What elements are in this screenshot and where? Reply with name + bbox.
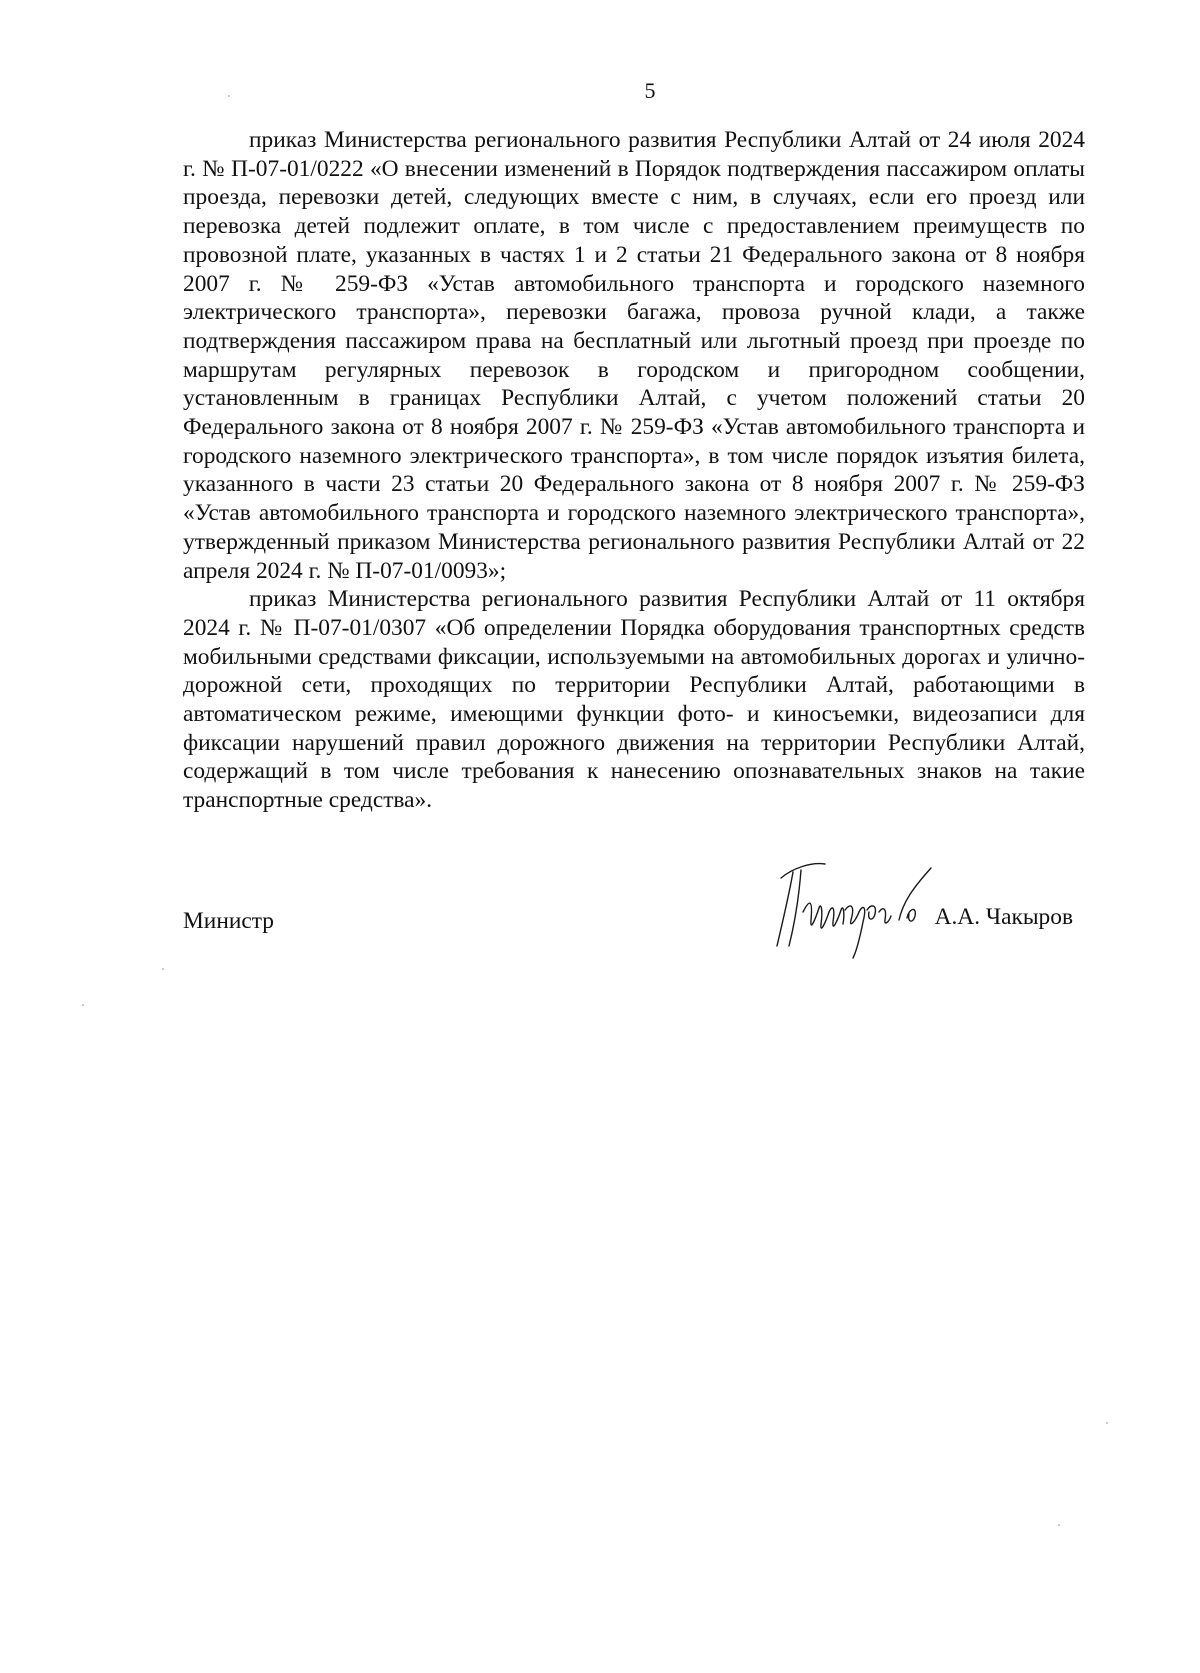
paragraph-order-0307: приказ Министерства регионального развития Республики Алтай от 11 октября 2024 г. № П-07-01/0307 «Об определении Порядка оборудования транспортных средств мобильными средствами фиксации, используемыми на автомобильных дорогах и улично-дорожной сети, проходящих по территории Республики Алтай, работающими в автоматическом режиме, имеющими функции фото- и киносъемки, видеозаписи для фиксации нарушений правил дорожного движения на территории Республики Алтай, содержащий в том числе требования к нанесению опознавательных знаков на такие транспортные средства». [183, 586, 1085, 814]
signer-name: А.А. Чакыров [934, 904, 1073, 930]
scan-artifact [82, 1004, 84, 1006]
document-body [183, 126, 1085, 815]
scan-artifact [1106, 1422, 1108, 1424]
page-number: 5 [644, 78, 656, 103]
paragraph-order-0222: приказ Министерства регионального развития Республики Алтай от 24 июля 2024 г. № П-07-01/0222 «О внесении изменений в Порядок подтверждения пассажиром оплаты проезда, перевозки детей, следующих вместе с ним, в случаях, если его проезд или перевозка детей подлежит оплате, в том числе с предоставлением преимуществ по провозной плате, указанных в частях 1 и 2 статьи 21 Федерального закона от 8 ноября 2007 г. № 259-ФЗ «Устав автомобильного транспорта и городского наземного электрического транспорта», перевозки багажа, провоза ручной клади, а также подтверждения пассажиром права на бесплатный или льготный проезд при проезде по маршрутам регулярных перевозок в городском и пригородном сообщении, установленным в границах Республики Алтай, с учетом положений статьи 20 Федерального закона от 8 ноября 2007 г. № 259-ФЗ «Устав автомобильного транспорта и городского наземного электрического транспорта», в том числе порядок изъятия билета, указанного в части 23 статьи 20 Федерального закона от 8 ноября 2007 г. № 259-ФЗ «Устав автомобильного транспорта и городского наземного электрического транспорта», утвержденный приказом Министерства регионального развития Республики Алтай от 22 апреля 2024 г. № П-07-01/0093»; [183, 127, 1085, 584]
signature-block [183, 850, 1085, 960]
scan-artifact [228, 95, 230, 97]
scan-artifact [1058, 1524, 1060, 1526]
scan-artifact [162, 968, 164, 970]
signer-position: Министр [183, 908, 274, 934]
